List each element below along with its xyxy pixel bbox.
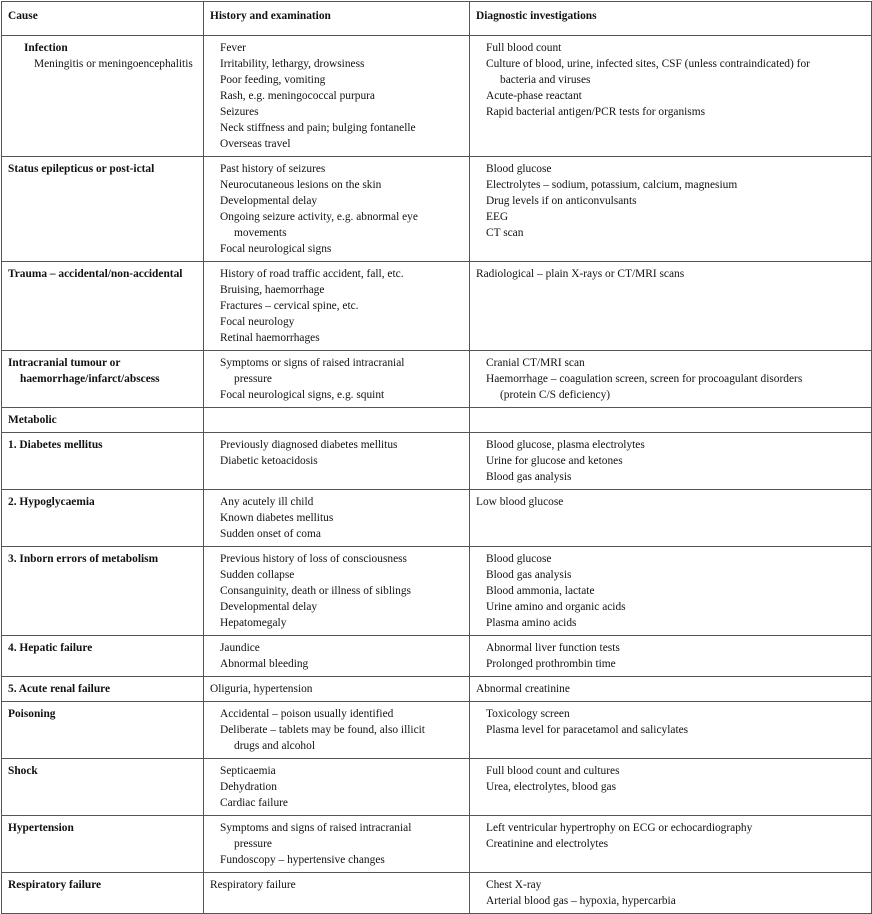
cause-label: Shock bbox=[8, 765, 38, 777]
cause-cell bbox=[2, 816, 204, 873]
history-item: Sudden collapse bbox=[220, 569, 295, 581]
history-item: Known diabetes mellitus bbox=[220, 512, 334, 524]
investigations-cell bbox=[470, 702, 872, 759]
history-item: Irritability, lethargy, drowsiness bbox=[220, 58, 365, 70]
cause-cell bbox=[2, 759, 204, 816]
history-item: Dehydration bbox=[220, 781, 277, 793]
table-body bbox=[2, 36, 872, 914]
header-investigations: Diagnostic investigations bbox=[470, 2, 872, 36]
history-item: Accidental – poison usually identified bbox=[220, 708, 394, 720]
cause-label: Poisoning bbox=[8, 708, 56, 720]
history-item: Poor feeding, vomiting bbox=[220, 74, 326, 86]
history-item: Sudden onset of coma bbox=[220, 528, 321, 540]
cause-cell bbox=[2, 677, 204, 702]
cause-cell bbox=[2, 157, 204, 262]
history-cell bbox=[204, 157, 470, 262]
investigation-item: EEG bbox=[486, 211, 509, 223]
investigation-item: Full blood count bbox=[486, 42, 562, 54]
investigations-cell bbox=[470, 816, 872, 873]
cause-label: 3. Inborn errors of metabolism bbox=[8, 553, 159, 565]
investigation-item: Creatinine and electrolytes bbox=[486, 838, 609, 850]
history-item: Any acutely ill child bbox=[220, 496, 314, 508]
cause-label: Infection bbox=[24, 42, 68, 54]
investigation-item: Left ventricular hypertrophy on ECG or echocardiography bbox=[486, 822, 753, 834]
investigation-item: Low blood glucose bbox=[476, 496, 564, 508]
investigation-item: Radiological – plain X-rays or CT/MRI scans bbox=[476, 268, 685, 280]
investigation-item: Urine amino and organic acids bbox=[486, 601, 626, 613]
history-item: pressure bbox=[234, 838, 272, 850]
history-item: Hepatomegaly bbox=[220, 617, 287, 629]
investigation-item: CT scan bbox=[486, 227, 524, 239]
header-history: History and examination bbox=[204, 2, 470, 36]
cause-label: 5. Acute renal failure bbox=[8, 683, 111, 695]
investigation-item: Abnormal creatinine bbox=[476, 683, 570, 695]
history-item: Respiratory failure bbox=[210, 879, 296, 891]
cause-cell bbox=[2, 547, 204, 636]
cause-sublabel: Meningitis or meningoencephalitis bbox=[34, 58, 193, 70]
history-item: Jaundice bbox=[220, 642, 260, 654]
cause-cell bbox=[2, 873, 204, 914]
investigations-cell bbox=[470, 408, 872, 433]
history-item: Symptoms and signs of raised intracranial bbox=[220, 822, 412, 834]
investigations-cell bbox=[470, 547, 872, 636]
history-cell bbox=[204, 262, 470, 351]
header-row bbox=[2, 2, 872, 36]
investigation-item: Electrolytes – sodium, potassium, calcium, magnesium bbox=[486, 179, 738, 191]
history-item: Focal neurological signs, e.g. squint bbox=[220, 389, 385, 401]
investigation-item: Acute-phase reactant bbox=[486, 90, 582, 102]
investigation-item: Culture of blood, urine, infected sites, CSF (unless contraindicated) for bbox=[486, 58, 810, 70]
cause-cell bbox=[2, 702, 204, 759]
investigation-item: Blood gas analysis bbox=[486, 569, 572, 581]
table-row bbox=[2, 490, 872, 547]
table-row bbox=[2, 408, 872, 433]
table-row bbox=[2, 873, 872, 914]
cause-cell bbox=[2, 262, 204, 351]
causes-table bbox=[1, 1, 872, 914]
history-item: Previously diagnosed diabetes mellitus bbox=[220, 439, 398, 451]
cause-label: Metabolic bbox=[8, 414, 57, 426]
investigations-cell bbox=[470, 157, 872, 262]
cause-label: Hypertension bbox=[8, 822, 74, 834]
investigation-item: Prolonged prothrombin time bbox=[486, 658, 616, 670]
investigation-item: Blood glucose, plasma electrolytes bbox=[486, 439, 645, 451]
cause-label-line2: haemorrhage/infarct/abscess bbox=[20, 373, 160, 385]
investigation-item: Toxicology screen bbox=[486, 708, 570, 720]
cause-cell bbox=[2, 490, 204, 547]
history-cell bbox=[204, 677, 470, 702]
table-row bbox=[2, 262, 872, 351]
history-item: Focal neurology bbox=[220, 316, 295, 328]
investigations-cell bbox=[470, 351, 872, 408]
investigation-item: Abnormal liver function tests bbox=[486, 642, 620, 654]
table-row bbox=[2, 702, 872, 759]
cause-label: 4. Hepatic failure bbox=[8, 642, 93, 654]
investigations-cell bbox=[470, 677, 872, 702]
header-cause: Cause bbox=[2, 2, 204, 36]
history-item: Cardiac failure bbox=[220, 797, 288, 809]
history-item: Seizures bbox=[220, 106, 259, 118]
history-cell bbox=[204, 636, 470, 677]
table-row bbox=[2, 677, 872, 702]
history-item: Developmental delay bbox=[220, 601, 318, 613]
history-item: Neck stiffness and pain; bulging fontanelle bbox=[220, 122, 416, 134]
history-item: Ongoing seizure activity, e.g. abnormal eye bbox=[220, 211, 418, 223]
cause-label: Status epilepticus or post-ictal bbox=[8, 163, 155, 175]
investigation-item: Plasma amino acids bbox=[486, 617, 577, 629]
history-item: Fever bbox=[220, 42, 246, 54]
investigation-item: Drug levels if on anticonvulsants bbox=[486, 195, 637, 207]
history-cell bbox=[204, 547, 470, 636]
history-item: Oliguria, hypertension bbox=[210, 683, 313, 695]
cause-cell bbox=[2, 636, 204, 677]
cause-label: Trauma – accidental/non-accidental bbox=[8, 268, 183, 280]
table-row bbox=[2, 636, 872, 677]
investigation-item: (protein C/S deficiency) bbox=[500, 389, 611, 401]
table-row bbox=[2, 351, 872, 408]
table-row bbox=[2, 816, 872, 873]
history-item: Retinal haemorrhages bbox=[220, 332, 320, 344]
investigations-cell bbox=[470, 262, 872, 351]
history-item: movements bbox=[234, 227, 287, 239]
history-item: Previous history of loss of consciousness bbox=[220, 553, 407, 565]
history-item: drugs and alcohol bbox=[234, 740, 315, 752]
history-item: Diabetic ketoacidosis bbox=[220, 455, 318, 467]
cause-cell bbox=[2, 36, 204, 157]
investigations-cell bbox=[470, 490, 872, 547]
investigation-item: Blood ammonia, lactate bbox=[486, 585, 595, 597]
history-cell bbox=[204, 351, 470, 408]
history-item: Neurocutaneous lesions on the skin bbox=[220, 179, 382, 191]
history-item: Past history of seizures bbox=[220, 163, 326, 175]
history-item: Bruising, haemorrhage bbox=[220, 284, 325, 296]
history-cell bbox=[204, 759, 470, 816]
table-row bbox=[2, 759, 872, 816]
table-row bbox=[2, 433, 872, 490]
investigation-item: Urine for glucose and ketones bbox=[486, 455, 623, 467]
history-item: History of road traffic accident, fall, etc. bbox=[220, 268, 404, 280]
investigation-item: Rapid bacterial antigen/PCR tests for organisms bbox=[486, 106, 706, 118]
cause-label: Intracranial tumour or bbox=[8, 357, 121, 369]
cause-cell bbox=[2, 433, 204, 490]
table-row bbox=[2, 36, 872, 157]
history-cell bbox=[204, 490, 470, 547]
investigation-item: Plasma level for paracetamol and salicylates bbox=[486, 724, 689, 736]
investigations-cell bbox=[470, 36, 872, 157]
investigation-item: Urea, electrolytes, blood gas bbox=[486, 781, 616, 793]
cause-cell bbox=[2, 351, 204, 408]
cause-label: Respiratory failure bbox=[8, 879, 102, 891]
history-item: Overseas travel bbox=[220, 138, 291, 150]
history-item: Fundoscopy – hypertensive changes bbox=[220, 854, 385, 866]
investigations-cell bbox=[470, 433, 872, 490]
history-cell bbox=[204, 433, 470, 490]
investigations-cell bbox=[470, 636, 872, 677]
investigation-item: Blood glucose bbox=[486, 163, 552, 175]
table-row bbox=[2, 157, 872, 262]
history-cell bbox=[204, 816, 470, 873]
investigation-item: Cranial CT/MRI scan bbox=[486, 357, 585, 369]
investigation-item: Blood gas analysis bbox=[486, 471, 572, 483]
investigation-item: Chest X-ray bbox=[486, 879, 542, 891]
investigation-item: Full blood count and cultures bbox=[486, 765, 620, 777]
cause-label: 2. Hypoglycaemia bbox=[8, 496, 95, 508]
investigation-item: Haemorrhage – coagulation screen, screen for procoagulant disorders bbox=[486, 373, 803, 385]
history-cell bbox=[204, 702, 470, 759]
investigation-item: Blood glucose bbox=[486, 553, 552, 565]
history-item: Focal neurological signs bbox=[220, 243, 332, 255]
history-cell bbox=[204, 408, 470, 433]
history-item: pressure bbox=[234, 373, 272, 385]
history-item: Developmental delay bbox=[220, 195, 318, 207]
history-cell bbox=[204, 36, 470, 157]
history-item: Symptoms or signs of raised intracranial bbox=[220, 357, 405, 369]
investigations-cell bbox=[470, 759, 872, 816]
history-cell bbox=[204, 873, 470, 914]
investigation-item: bacteria and viruses bbox=[500, 74, 591, 86]
cause-cell bbox=[2, 408, 204, 433]
history-item: Septicaemia bbox=[220, 765, 276, 777]
history-item: Consanguinity, death or illness of siblings bbox=[220, 585, 411, 597]
history-item: Rash, e.g. meningococcal purpura bbox=[220, 90, 375, 102]
cause-label: 1. Diabetes mellitus bbox=[8, 439, 103, 451]
table-row bbox=[2, 547, 872, 636]
investigation-item: Arterial blood gas – hypoxia, hypercarbia bbox=[486, 895, 676, 907]
history-item: Abnormal bleeding bbox=[220, 658, 309, 670]
history-item: Deliberate – tablets may be found, also illicit bbox=[220, 724, 425, 736]
investigations-cell bbox=[470, 873, 872, 914]
history-item: Fractures – cervical spine, etc. bbox=[220, 300, 359, 312]
